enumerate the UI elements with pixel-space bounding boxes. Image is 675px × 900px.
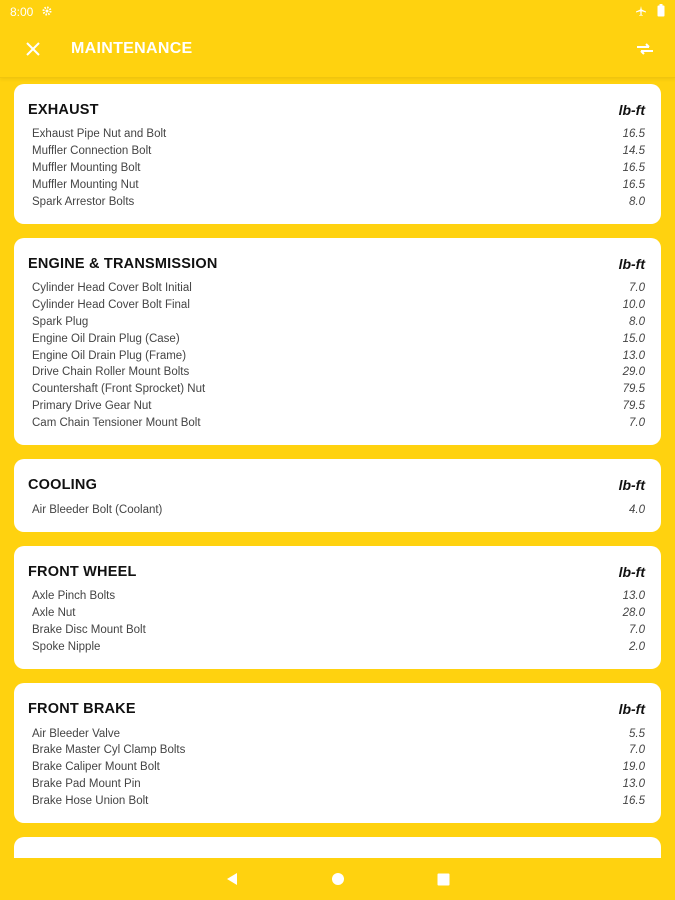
section-header: [28, 564, 645, 580]
item-value: 13.0: [622, 777, 645, 790]
item-label: Cylinder Head Cover Bolt Initial: [32, 282, 192, 295]
item-value: 5.5: [629, 727, 645, 740]
item-value: 28.0: [622, 607, 645, 620]
list-item: [28, 759, 645, 776]
recents-button[interactable]: [435, 870, 453, 888]
section-card-partial: [14, 837, 661, 858]
item-label: Air Bleeder Valve: [32, 727, 120, 740]
home-button[interactable]: [329, 870, 347, 888]
list-item: [28, 725, 645, 742]
item-value: 16.5: [622, 161, 645, 174]
item-label: Cylinder Head Cover Bolt Final: [32, 299, 190, 312]
section-header: [28, 477, 645, 493]
airplane-icon: [635, 5, 647, 20]
system-nav-bar: [0, 858, 675, 900]
item-value: 7.0: [629, 282, 645, 295]
list-item: [28, 638, 645, 655]
item-label: Brake Disc Mount Bolt: [32, 623, 146, 636]
item-label: Drive Chain Roller Mount Bolts: [32, 366, 190, 379]
item-label: Brake Caliper Mount Bolt: [32, 761, 160, 774]
item-label: Primary Drive Gear Nut: [32, 399, 152, 412]
swap-units-button[interactable]: [633, 37, 657, 61]
item-label: Muffler Connection Bolt: [32, 145, 152, 158]
status-right: [635, 4, 665, 20]
item-label: Axle Pinch Bolts: [32, 590, 116, 603]
item-label: Spark Arrestor Bolts: [32, 195, 135, 208]
item-value: 14.5: [622, 145, 645, 158]
list-item: [28, 776, 645, 793]
page-title: MAINTENANCE: [71, 40, 193, 57]
item-label: Engine Oil Drain Plug (Case): [32, 332, 180, 345]
gear-icon: [41, 5, 53, 20]
item-label: Brake Hose Union Bolt: [32, 794, 149, 807]
status-bar: [0, 0, 675, 24]
section-card-exhaust: [14, 84, 661, 224]
list-item: [28, 314, 645, 331]
list-item: [28, 160, 645, 177]
list-item: [28, 143, 645, 160]
section-title: COOLING: [28, 477, 98, 494]
item-label: Exhaust Pipe Nut and Bolt: [32, 128, 167, 141]
battery-icon: [657, 4, 665, 20]
item-label: Axle Nut: [32, 607, 76, 620]
item-value: 19.0: [622, 761, 645, 774]
item-value: 8.0: [629, 195, 645, 208]
section-unit: lb-ft: [618, 102, 645, 118]
home-icon: [331, 872, 345, 886]
item-value: 7.0: [629, 744, 645, 757]
item-label: Brake Pad Mount Pin: [32, 777, 141, 790]
item-value: 13.0: [622, 590, 645, 603]
section-title: ENGINE & TRANSMISSION: [28, 255, 218, 272]
item-value: 8.0: [629, 315, 645, 328]
section-unit: lb-ft: [618, 563, 645, 580]
section-card-front-brake: [14, 683, 661, 823]
section-unit: lb-ft: [618, 701, 645, 718]
torque-list[interactable]: [14, 84, 661, 858]
section-card-cooling: [14, 459, 661, 532]
list-item: [28, 381, 645, 398]
item-value: 4.0: [629, 503, 645, 516]
list-item: [28, 501, 645, 518]
back-button[interactable]: [223, 870, 241, 888]
swap-icon: [635, 42, 655, 56]
list-item: [28, 176, 645, 193]
list-item: [28, 280, 645, 297]
list-item: [28, 742, 645, 759]
list-item: [28, 588, 645, 605]
item-label: Spark Plug: [32, 315, 89, 328]
section-card-engine-transmission: [14, 238, 661, 445]
section-title: EXHAUST: [28, 102, 99, 118]
item-value: 15.0: [622, 332, 645, 345]
list-item: [28, 364, 645, 381]
list-item: [28, 193, 645, 210]
item-label: Muffler Mounting Nut: [32, 178, 139, 191]
status-time: 8:00: [10, 5, 34, 19]
section-title: FRONT BRAKE: [28, 701, 136, 718]
item-label: Muffler Mounting Bolt: [32, 161, 141, 174]
section-unit: lb-ft: [618, 255, 645, 272]
list-item: [28, 330, 645, 347]
item-label: Brake Master Cyl Clamp Bolts: [32, 744, 186, 757]
item-value: 79.5: [622, 383, 645, 396]
item-value: 2.0: [629, 640, 645, 653]
item-label: Spoke Nipple: [32, 640, 101, 653]
list-item: [28, 297, 645, 314]
recents-icon: [437, 873, 450, 886]
item-value: 16.5: [622, 794, 645, 807]
section-header: [28, 701, 645, 717]
close-icon: [26, 42, 40, 56]
item-value: 13.0: [622, 349, 645, 362]
list-item: [28, 622, 645, 639]
list-item: [28, 126, 645, 143]
app-bar: [0, 24, 675, 78]
item-value: 7.0: [629, 623, 645, 636]
list-item: [28, 347, 645, 364]
list-item: [28, 414, 645, 431]
item-label: Countershaft (Front Sprocket) Nut: [32, 383, 206, 396]
section-header: [28, 102, 645, 118]
item-label: Cam Chain Tensioner Mount Bolt: [32, 416, 201, 429]
section-unit: lb-ft: [618, 477, 645, 494]
section-title: FRONT WHEEL: [28, 563, 137, 580]
item-label: Engine Oil Drain Plug (Frame): [32, 349, 187, 362]
list-item: [28, 605, 645, 622]
item-value: 79.5: [622, 399, 645, 412]
item-label: Air Bleeder Bolt (Coolant): [32, 503, 163, 516]
item-value: 16.5: [622, 178, 645, 191]
list-item: [28, 792, 645, 809]
section-card-front-wheel: [14, 546, 661, 669]
close-button[interactable]: [22, 38, 44, 60]
list-item: [28, 398, 645, 415]
back-icon: [225, 872, 239, 886]
item-value: 29.0: [622, 366, 645, 379]
item-value: 16.5: [622, 128, 645, 141]
status-left: [10, 5, 53, 20]
item-value: 10.0: [622, 299, 645, 312]
section-header: [28, 256, 645, 272]
item-value: 7.0: [629, 416, 645, 429]
